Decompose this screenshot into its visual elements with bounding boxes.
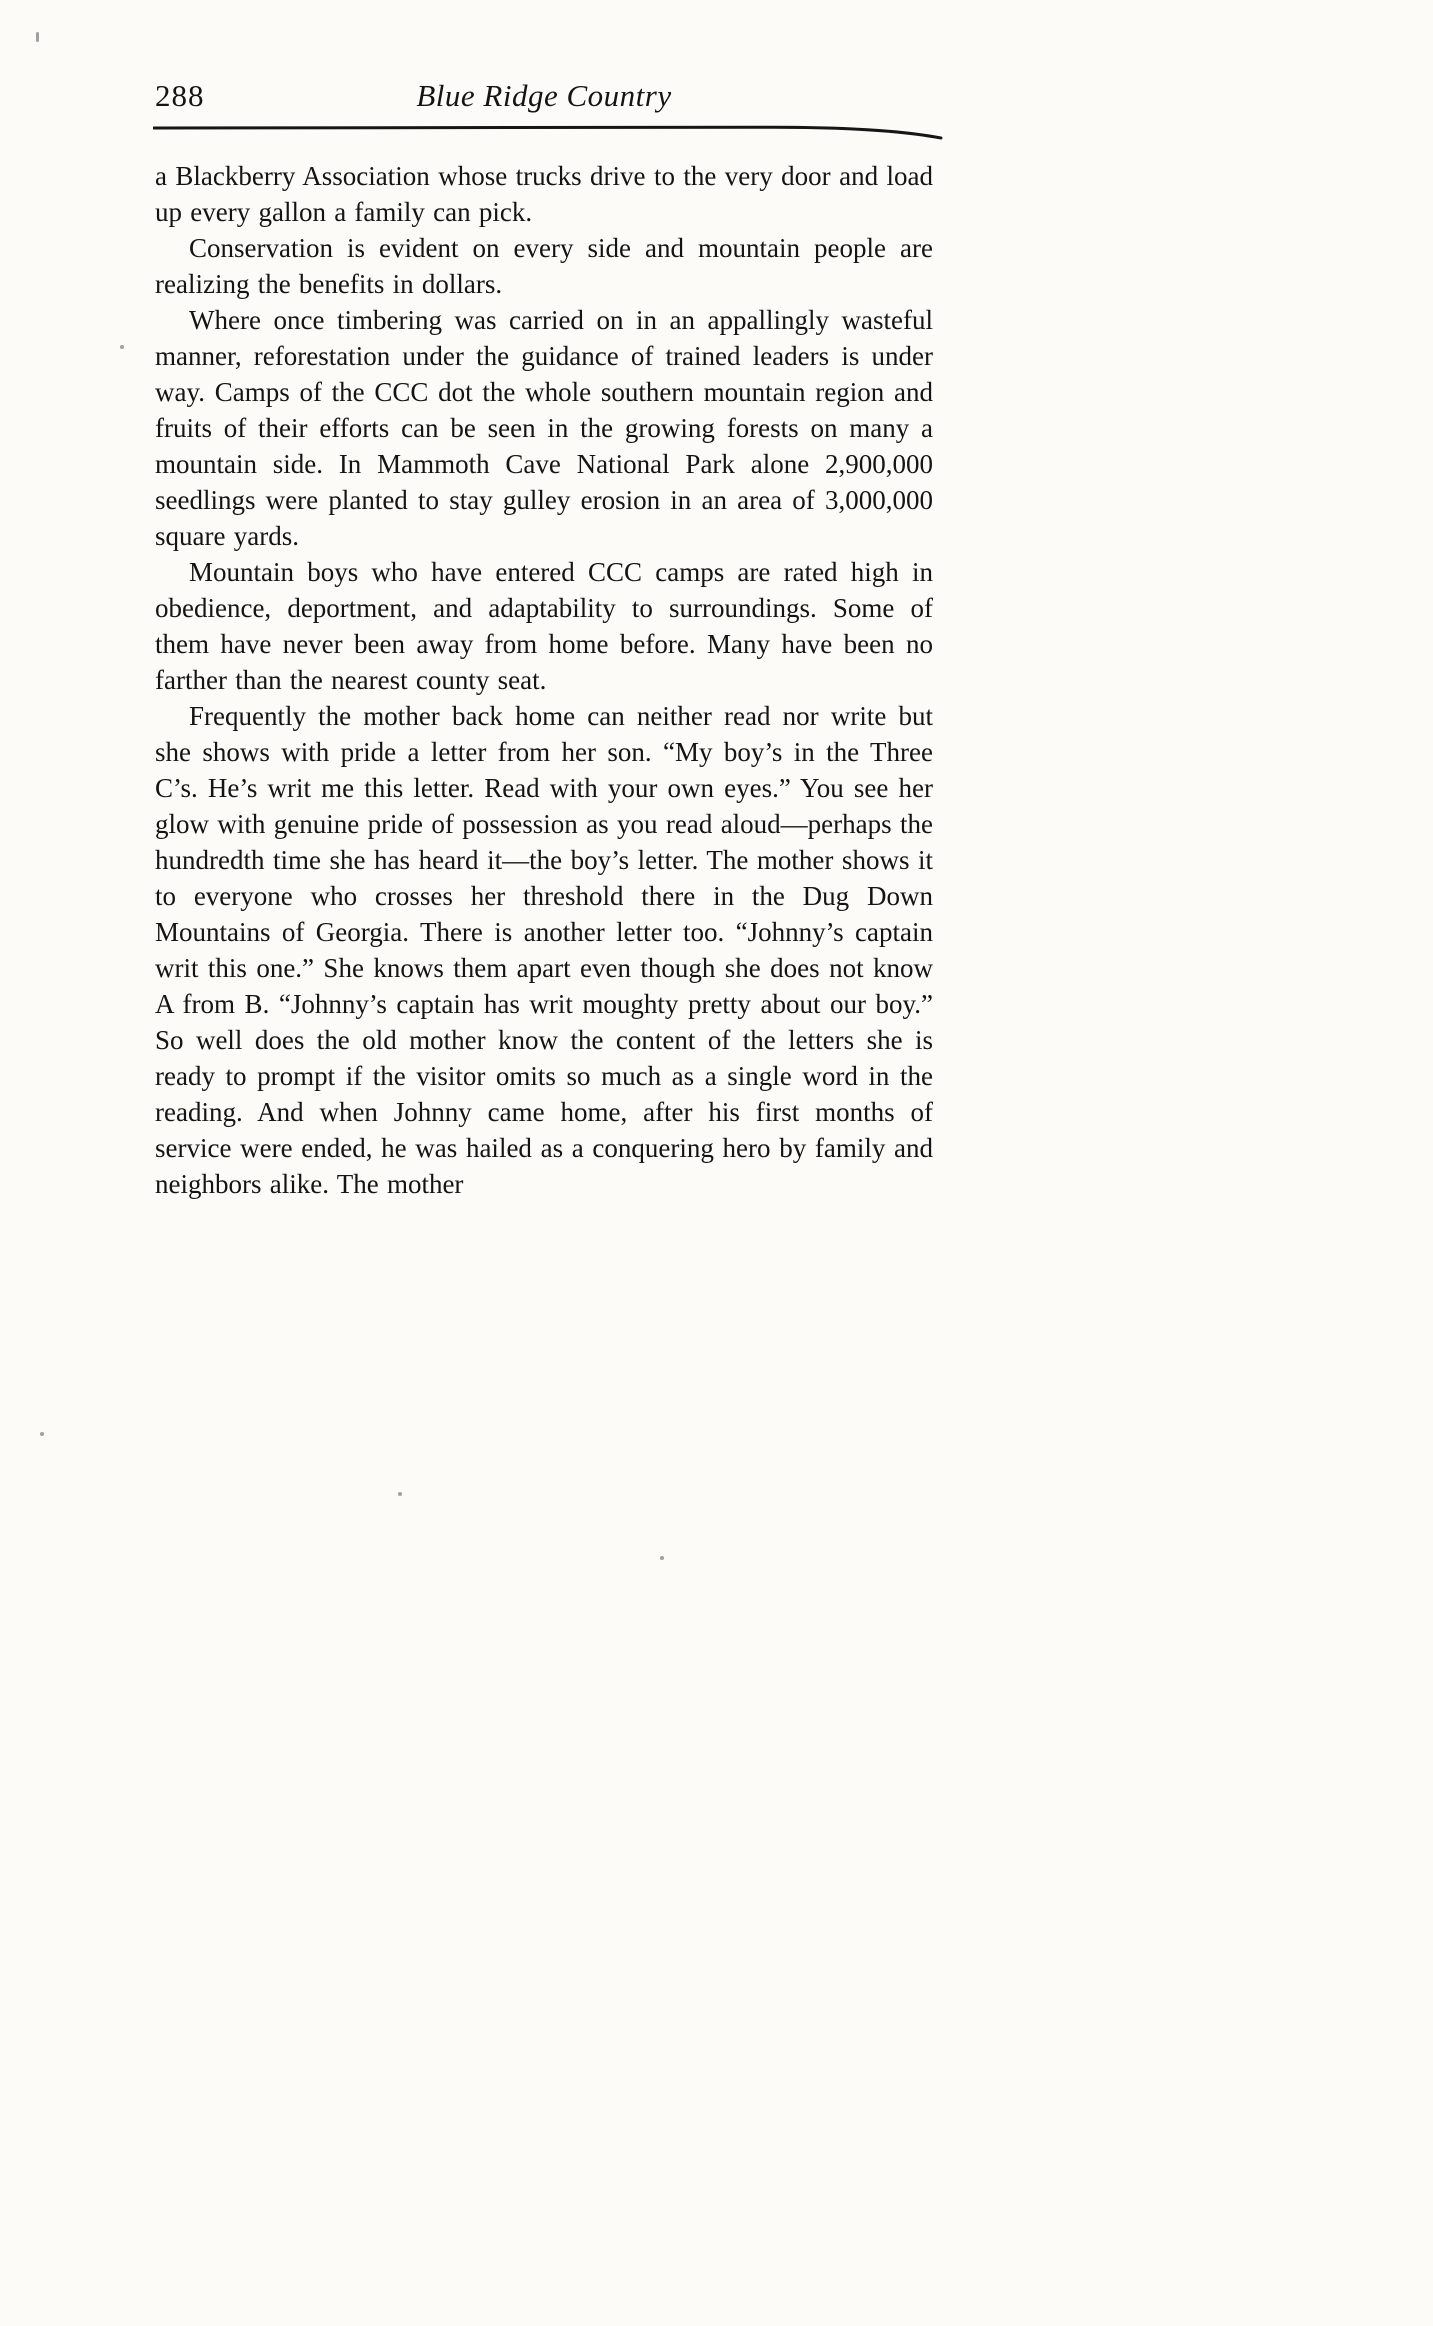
scan-speck [40, 1432, 44, 1436]
scan-speck [36, 32, 39, 42]
page-header [155, 78, 933, 120]
running-title: Blue Ridge Country [416, 78, 672, 113]
paragraph: Frequently the mother back home can neither read nor write but she shows with pride a letter from her son. “My boy’s in the Three C’s. He’s writ me this letter. Read with your own eyes.” You see her glow with genuine pride of possession as you read aloud—perhaps the hundredth time she has heard it—the boy’s letter. The mother shows it to everyone who crosses her threshold there in the Dug Down Mountains of Georgia. There is another letter too. “Johnny’s captain writ this one.” She knows them apart even though she does not know A from B. “Johnny’s captain has writ moughty pretty about our boy.” So well does the old mother know the content of the letters she is ready to prompt if the visitor omits so much as a single word in the reading. And when Johnny came home, after his first months of service were ended, he was hailed as a conquering hero by family and neighbors alike. The mother [155, 701, 933, 1199]
scan-speck [398, 1492, 402, 1496]
text-block [155, 158, 933, 1202]
paragraph: Where once timbering was carried on in an appallingly wasteful manner, reforestation under the guidance of trained leaders is under way. Camps of the CCC dot the whole southern mountain region and fruits of their efforts can be seen in the growing forests on many a mountain side. In Mammoth Cave National Park alone 2,900,000 seedlings were planted to stay gulley erosion in an area of 3,000,000 square yards. [155, 305, 933, 551]
page-number: 288 [155, 78, 205, 113]
paragraph: a Blackberry Association whose trucks drive to the very door and load up every gallon a family can pick. [155, 161, 933, 227]
scan-speck [120, 345, 124, 349]
paragraph: Conservation is evident on every side and mountain people are realizing the benefits in dollars. [155, 233, 933, 299]
paragraph: Mountain boys who have entered CCC camps are rated high in obedience, deportment, and adaptability to surroundings. Some of them have never been away from home before. Many have been no farther than the nearest county seat. [155, 557, 933, 695]
header-rule [153, 124, 943, 142]
scan-speck [660, 1556, 664, 1560]
